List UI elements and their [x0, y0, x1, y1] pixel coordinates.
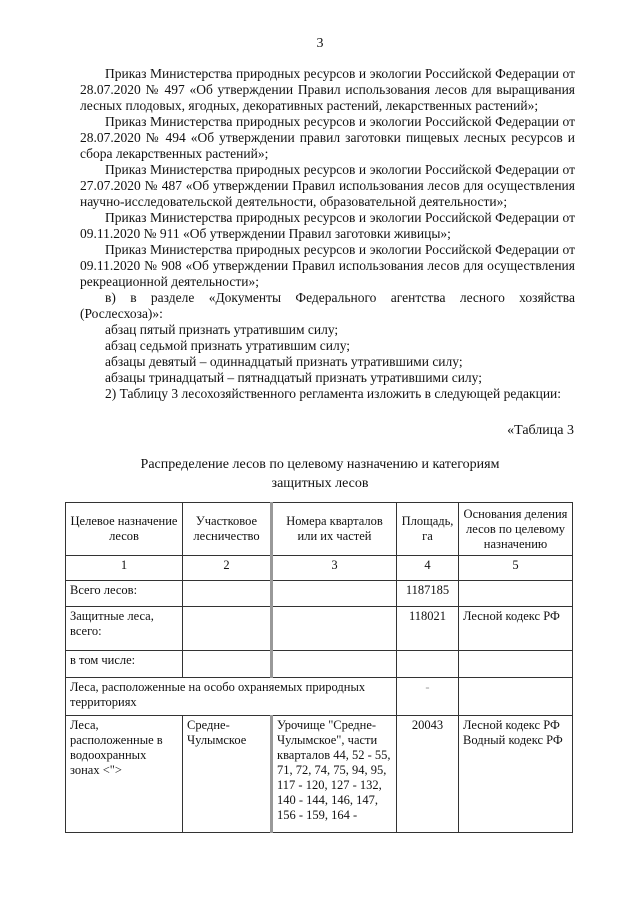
paragraph-line: абзац седьмой признать утратившим силу;: [105, 338, 351, 353]
paragraph-line: 2) Таблицу 3 лесохозяйственного регламента изложить в следующей редакции:: [105, 386, 562, 401]
cell: [183, 607, 272, 651]
table-title: [0, 455, 640, 493]
cell-line: Лесной кодекс РФ: [463, 718, 560, 732]
cell: [459, 716, 573, 833]
cell: [272, 651, 397, 678]
paragraph-line: сбора лекарственных растений»;: [80, 146, 269, 161]
cell: Лесной кодекс РФ: [459, 607, 573, 651]
cell: 1187185: [397, 581, 459, 607]
paragraph-line: лесных плодовых, ягодных, декоративных растений, лекарственных растений»;: [80, 98, 539, 113]
cell: [183, 581, 272, 607]
cell: [272, 581, 397, 607]
cell: [397, 651, 459, 678]
column-number: 2: [183, 556, 272, 581]
paragraph-line: Приказ Министерства природных ресурсов и экологии Российской Федерации от: [105, 162, 575, 177]
paragraph-line: 28.07.2020 № 497 «Об утверждении Правил использования лесов для выращивания: [80, 82, 575, 97]
paragraph-line: (Рослесхоза)»:: [80, 306, 163, 321]
cell: Урочище "Средне-Чулымское", части кварталов 44, 52 - 55, 71, 72, 74, 75, 94, 95, 117 - 120, 127 - 132, 140 - 144, 146, 147, 156 - 159, 164 -: [272, 716, 397, 833]
paragraph-line: абзацы девятый – одиннадцатый признать утратившими силу;: [105, 354, 463, 369]
page-number: 3: [316, 36, 324, 51]
header-cell: Целевое назначение лесов: [66, 503, 183, 556]
paragraph-line: Приказ Министерства природных ресурсов и экологии Российской Федерации от: [105, 210, 575, 225]
column-number: 1: [66, 556, 183, 581]
header-cell: Участковое лесничество: [183, 503, 272, 556]
paragraph-line: абзац пятый признать утратившим силу;: [105, 322, 339, 337]
paragraph-line: 09.11.2020 № 908 «Об утверждении Правил использования лесов для осуществления: [80, 258, 575, 273]
cell: [183, 651, 272, 678]
table-title-line: Распределение лесов по целевому назначению и категориям: [140, 457, 500, 472]
paragraph-line: Приказ Министерства природных ресурсов и экологии Российской Федерации от: [105, 242, 575, 257]
table-row: [66, 651, 573, 678]
table-row: [66, 678, 573, 716]
cell: Средне-Чулымское: [183, 716, 272, 833]
paragraph-line: абзацы тринадцатый – пятнадцатый признать утратившими силу;: [105, 370, 482, 385]
cell: [459, 581, 573, 607]
paragraph-line: 28.07.2020 № 494 «Об утверждении правил заготовки пищевых лесных ресурсов и: [80, 130, 575, 145]
cell-line: Водный кодекс РФ: [463, 733, 563, 747]
table-title-line: защитных лесов: [271, 476, 369, 491]
cell: [459, 678, 573, 716]
table-row: [66, 607, 573, 651]
cell: -: [397, 678, 459, 716]
cell: Леса, расположенные в водоохранных зонах <">: [66, 716, 183, 833]
document-body: [80, 66, 575, 402]
cell: 118021: [397, 607, 459, 651]
paragraph-line: в) в разделе «Документы Федерального агентства лесного хозяйства: [105, 290, 575, 305]
forest-distribution-table: [65, 502, 573, 833]
paragraph-line: 09.11.2020 № 911 «Об утверждении Правил заготовки живицы»;: [80, 226, 451, 241]
column-number: 4: [397, 556, 459, 581]
paragraph-line: научно-исследовательской деятельности, образовательной деятельности»;: [80, 194, 508, 209]
column-number: 5: [459, 556, 573, 581]
cell: Всего лесов:: [66, 581, 183, 607]
header-cell: Номера кварталов или их частей: [272, 503, 397, 556]
cell: Защитные леса, всего:: [66, 607, 183, 651]
cell: Леса, расположенные на особо охраняемых природных территориях: [66, 678, 397, 716]
paragraph-line: Приказ Министерства природных ресурсов и экологии Российской Федерации от: [105, 66, 575, 81]
table-label: «Таблица 3: [507, 423, 574, 438]
paragraph-line: 27.07.2020 № 487 «Об утверждении Правил использования лесов для осуществления: [80, 178, 575, 193]
header-cell: Основания деления лесов по целевому назначению: [459, 503, 573, 556]
table-row: [66, 716, 573, 833]
cell: [272, 607, 397, 651]
column-number: 3: [272, 556, 397, 581]
paragraph-line: рекреационной деятельности»;: [80, 274, 259, 289]
cell: [459, 651, 573, 678]
table-row: [66, 581, 573, 607]
cell: 20043: [397, 716, 459, 833]
paragraph-line: Приказ Министерства природных ресурсов и экологии Российской Федерации от: [105, 114, 575, 129]
header-cell: Площадь, га: [397, 503, 459, 556]
cell: в том числе:: [66, 651, 183, 678]
